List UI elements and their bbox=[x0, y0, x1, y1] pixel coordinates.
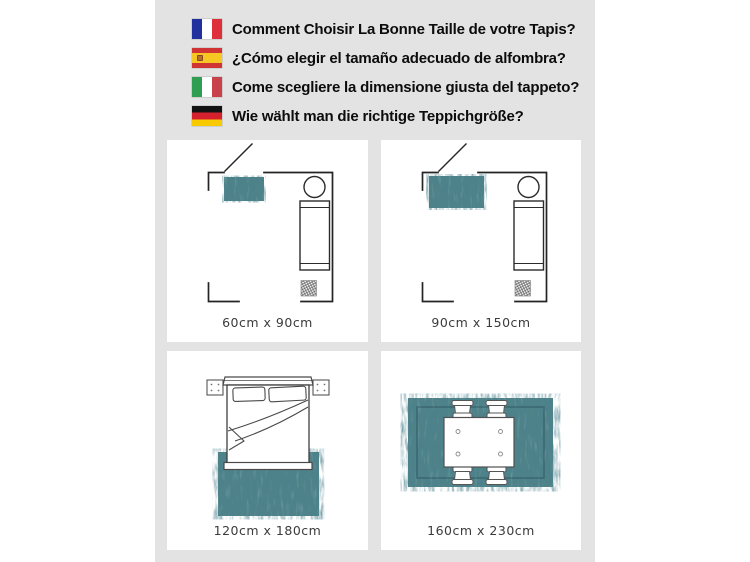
language-questions bbox=[192, 19, 579, 135]
door-swing-line bbox=[439, 144, 466, 171]
question-text-spanish: ¿Cómo elegir el tamaño adecuado de alfombra? bbox=[232, 49, 566, 67]
pillow-left bbox=[233, 387, 265, 402]
question-row-spanish bbox=[192, 48, 579, 68]
chair-bottom-right bbox=[486, 467, 507, 485]
question-text-german: Wie wählt man die richtige Teppichgröße? bbox=[232, 107, 524, 125]
question-row-german bbox=[192, 106, 579, 126]
size-label: 160cm x 230cm bbox=[427, 523, 535, 538]
double-bed-rug-diagram bbox=[167, 351, 368, 521]
dining-table bbox=[444, 418, 514, 468]
size-label: 90cm x 150cm bbox=[431, 315, 531, 330]
size-label: 120cm x 180cm bbox=[213, 523, 322, 538]
question-row-french bbox=[192, 19, 579, 39]
question-text-italian: Come scegliere la dimensione giusta del tappeto? bbox=[232, 78, 580, 96]
door-swing-line bbox=[225, 144, 252, 171]
footboard bbox=[224, 463, 312, 470]
bedroom-floorplan-small-rug-diagram bbox=[167, 140, 368, 310]
chair-bottom-left bbox=[452, 467, 473, 485]
chair-top-left bbox=[452, 401, 473, 419]
pillow-right bbox=[269, 386, 307, 402]
nightstand-left bbox=[207, 380, 223, 395]
panel-rug-90x150 bbox=[381, 140, 581, 342]
nightstand-right bbox=[313, 380, 329, 395]
potted-plant bbox=[515, 281, 531, 297]
spain-flag-icon bbox=[192, 48, 222, 68]
bedroom-floorplan-medium-rug-diagram bbox=[381, 140, 582, 310]
potted-plant bbox=[301, 281, 317, 297]
panel-rug-160x230 bbox=[381, 351, 581, 550]
round-side-table bbox=[304, 177, 325, 198]
bench bbox=[300, 201, 330, 270]
chair-top-right bbox=[486, 401, 507, 419]
bench bbox=[514, 201, 544, 270]
size-label: 60cm x 90cm bbox=[222, 315, 313, 330]
italy-flag-icon bbox=[192, 77, 222, 97]
question-text-french: Comment Choisir La Bonne Taille de votre Tapis? bbox=[232, 20, 576, 38]
rug-60x90 bbox=[224, 177, 264, 201]
content-strip bbox=[155, 0, 595, 562]
round-side-table bbox=[518, 177, 539, 198]
france-flag-icon bbox=[192, 19, 222, 39]
question-row-italian bbox=[192, 77, 579, 97]
germany-flag-icon bbox=[192, 106, 222, 126]
panel-rug-120x180 bbox=[167, 351, 368, 550]
headboard bbox=[223, 377, 313, 385]
dining-table-rug-diagram bbox=[381, 351, 582, 521]
rug-90x150 bbox=[429, 176, 484, 208]
panel-rug-60x90 bbox=[167, 140, 368, 342]
